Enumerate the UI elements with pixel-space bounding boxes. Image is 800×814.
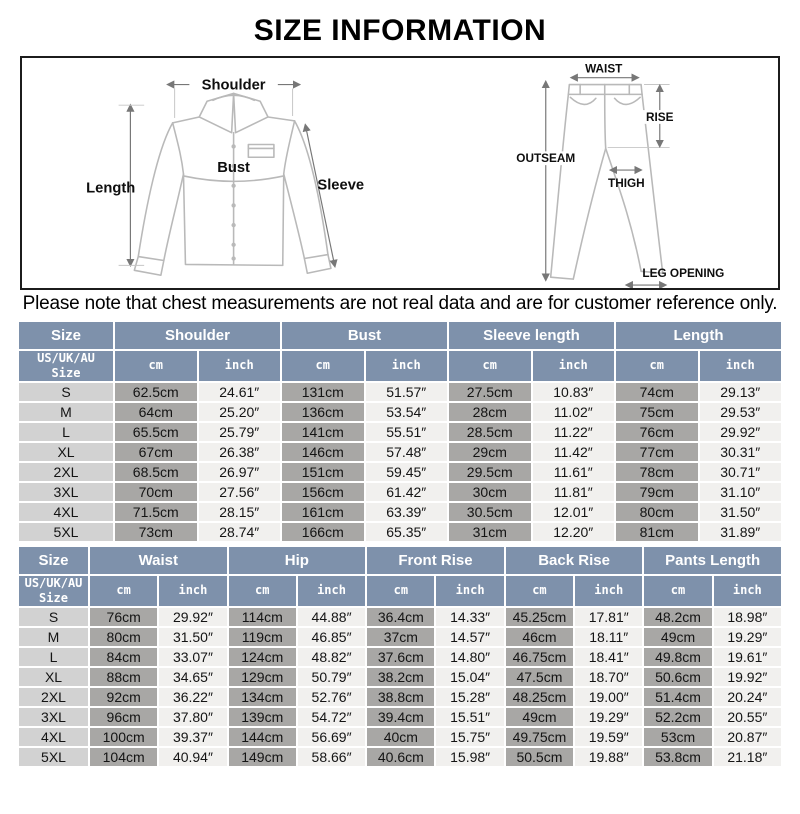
table-row: [19, 628, 781, 646]
cm-value-cell: 80cm: [90, 628, 157, 646]
size-cell: XL: [19, 443, 113, 461]
inch-value-cell: 31.50″: [159, 628, 226, 646]
inch-value-cell: 50.79″: [298, 668, 365, 686]
inch-value-cell: 31.10″: [700, 483, 782, 501]
cm-value-cell: 49.8cm: [644, 648, 711, 666]
size-cell: 4XL: [19, 728, 88, 746]
region-size-subheader: US/UK/AU Size: [19, 351, 113, 381]
inch-value-cell: 14.80″: [436, 648, 503, 666]
cm-value-cell: 100cm: [90, 728, 157, 746]
size-cell: 5XL: [19, 748, 88, 766]
cm-value-cell: 79cm: [616, 483, 698, 501]
inch-value-cell: 29.13″: [700, 383, 782, 401]
inch-value-cell: 11.81″: [533, 483, 615, 501]
size-cell: M: [19, 403, 113, 421]
cm-value-cell: 141cm: [282, 423, 364, 441]
cm-value-cell: 134cm: [229, 688, 296, 706]
cm-value-cell: 88cm: [90, 668, 157, 686]
cm-value-cell: 52.2cm: [644, 708, 711, 726]
cm-value-cell: 38.2cm: [367, 668, 434, 686]
inch-value-cell: 19.00″: [575, 688, 642, 706]
cm-value-cell: 62.5cm: [115, 383, 197, 401]
inch-value-cell: 19.88″: [575, 748, 642, 766]
cm-value-cell: 76cm: [616, 423, 698, 441]
inch-value-cell: 28.15″: [199, 503, 281, 521]
unit-header-cm: cm: [616, 351, 698, 381]
inch-value-cell: 21.18″: [714, 748, 781, 766]
inch-value-cell: 33.07″: [159, 648, 226, 666]
cm-value-cell: 136cm: [282, 403, 364, 421]
shirt-outline-drawing: [134, 93, 331, 275]
cm-value-cell: 161cm: [282, 503, 364, 521]
cm-value-cell: 36.4cm: [367, 608, 434, 626]
column-group-header: Front Rise: [367, 547, 504, 574]
inch-value-cell: 51.57″: [366, 383, 448, 401]
unit-header-cm: cm: [367, 576, 434, 606]
size-column-header: Size: [19, 322, 113, 349]
inch-value-cell: 37.80″: [159, 708, 226, 726]
cm-value-cell: 75cm: [616, 403, 698, 421]
cm-value-cell: 76cm: [90, 608, 157, 626]
cm-value-cell: 144cm: [229, 728, 296, 746]
bust-dimension-label: Bust: [217, 160, 250, 177]
rise-dimension-label: RISE: [646, 110, 674, 124]
inch-value-cell: 18.41″: [575, 648, 642, 666]
unit-header-cm: cm: [644, 576, 711, 606]
inch-value-cell: 30.31″: [700, 443, 782, 461]
cm-value-cell: 49cm: [506, 708, 573, 726]
cm-value-cell: 49cm: [644, 628, 711, 646]
inch-value-cell: 19.61″: [714, 648, 781, 666]
table-row: [19, 748, 781, 766]
size-cell: 3XL: [19, 483, 113, 501]
cm-value-cell: 81cm: [616, 523, 698, 541]
size-cell: 5XL: [19, 523, 113, 541]
cm-value-cell: 48.25cm: [506, 688, 573, 706]
column-group-header: Waist: [90, 547, 227, 574]
cm-value-cell: 84cm: [90, 648, 157, 666]
leg-opening-dimension-label: LEG OPENING: [642, 267, 725, 281]
inch-value-cell: 17.81″: [575, 608, 642, 626]
inch-value-cell: 61.42″: [366, 483, 448, 501]
cm-value-cell: 28.5cm: [449, 423, 531, 441]
inch-value-cell: 15.28″: [436, 688, 503, 706]
unit-header-inch: inch: [159, 576, 226, 606]
cm-value-cell: 146cm: [282, 443, 364, 461]
table-row: [19, 423, 781, 441]
unit-header-inch: inch: [436, 576, 503, 606]
inch-value-cell: 25.20″: [199, 403, 281, 421]
table-row: [19, 608, 781, 626]
column-group-header: Back Rise: [506, 547, 643, 574]
inch-value-cell: 53.54″: [366, 403, 448, 421]
column-group-header: Sleeve length: [449, 322, 614, 349]
cm-value-cell: 65.5cm: [115, 423, 197, 441]
column-group-header: Length: [616, 322, 781, 349]
cm-value-cell: 40.6cm: [367, 748, 434, 766]
size-cell: S: [19, 608, 88, 626]
inch-value-cell: 63.39″: [366, 503, 448, 521]
table-row: [19, 728, 781, 746]
cm-value-cell: 37cm: [367, 628, 434, 646]
inch-value-cell: 15.75″: [436, 728, 503, 746]
inch-value-cell: 14.33″: [436, 608, 503, 626]
inch-value-cell: 27.56″: [199, 483, 281, 501]
cm-value-cell: 30.5cm: [449, 503, 531, 521]
size-cell: 2XL: [19, 688, 88, 706]
inch-value-cell: 36.22″: [159, 688, 226, 706]
inch-value-cell: 31.50″: [700, 503, 782, 521]
bottoms-size-table: [17, 545, 783, 768]
inch-value-cell: 11.61″: [533, 463, 615, 481]
inch-value-cell: 12.01″: [533, 503, 615, 521]
measurement-diagram-panel: [20, 56, 780, 290]
inch-value-cell: 52.76″: [298, 688, 365, 706]
cm-value-cell: 27.5cm: [449, 383, 531, 401]
cm-value-cell: 53.8cm: [644, 748, 711, 766]
table-row: [19, 648, 781, 666]
inch-value-cell: 40.94″: [159, 748, 226, 766]
cm-value-cell: 78cm: [616, 463, 698, 481]
size-column-header: Size: [19, 547, 88, 574]
unit-header-inch: inch: [366, 351, 448, 381]
shoulder-dimension-label: Shoulder: [201, 77, 266, 94]
unit-header-cm: cm: [115, 351, 197, 381]
inch-value-cell: 34.65″: [159, 668, 226, 686]
inch-value-cell: 57.48″: [366, 443, 448, 461]
cm-value-cell: 31cm: [449, 523, 531, 541]
outseam-dimension-label: OUTSEAM: [516, 152, 576, 166]
unit-header-inch: inch: [700, 351, 782, 381]
table-row: [19, 668, 781, 686]
shirt-measurement-diagram: [22, 58, 400, 288]
size-cell: 2XL: [19, 463, 113, 481]
pants-measurement-diagram: [400, 58, 778, 288]
inch-value-cell: 54.72″: [298, 708, 365, 726]
inch-value-cell: 31.89″: [700, 523, 782, 541]
column-group-header: Bust: [282, 322, 447, 349]
cm-value-cell: 71.5cm: [115, 503, 197, 521]
inch-value-cell: 18.11″: [575, 628, 642, 646]
tops-size-table: [17, 320, 783, 543]
table-row: [19, 523, 781, 541]
cm-value-cell: 50.6cm: [644, 668, 711, 686]
unit-header-cm: cm: [449, 351, 531, 381]
table-row: [19, 463, 781, 481]
column-group-header: Hip: [229, 547, 366, 574]
reference-note: Please note that chest measurements are not real data and are for customer reference only.: [22, 293, 778, 314]
size-cell: 4XL: [19, 503, 113, 521]
unit-header-cm: cm: [282, 351, 364, 381]
inch-value-cell: 25.79″: [199, 423, 281, 441]
cm-value-cell: 51.4cm: [644, 688, 711, 706]
page-title: SIZE INFORMATION: [253, 14, 547, 47]
cm-value-cell: 166cm: [282, 523, 364, 541]
inch-value-cell: 20.24″: [714, 688, 781, 706]
inch-value-cell: 46.85″: [298, 628, 365, 646]
cm-value-cell: 149cm: [229, 748, 296, 766]
cm-value-cell: 92cm: [90, 688, 157, 706]
length-dimension-label: Length: [86, 180, 136, 197]
cm-value-cell: 151cm: [282, 463, 364, 481]
table-row: [19, 403, 781, 421]
cm-value-cell: 53cm: [644, 728, 711, 746]
cm-value-cell: 28cm: [449, 403, 531, 421]
cm-value-cell: 46.75cm: [506, 648, 573, 666]
table-row: [19, 503, 781, 521]
table-row: [19, 483, 781, 501]
unit-header-cm: cm: [90, 576, 157, 606]
cm-value-cell: 96cm: [90, 708, 157, 726]
inch-value-cell: 24.61″: [199, 383, 281, 401]
inch-value-cell: 19.29″: [714, 628, 781, 646]
inch-value-cell: 65.35″: [366, 523, 448, 541]
inch-value-cell: 28.74″: [199, 523, 281, 541]
inch-value-cell: 39.37″: [159, 728, 226, 746]
inch-value-cell: 26.38″: [199, 443, 281, 461]
cm-value-cell: 131cm: [282, 383, 364, 401]
size-cell: 3XL: [19, 708, 88, 726]
cm-value-cell: 114cm: [229, 608, 296, 626]
size-cell: L: [19, 423, 113, 441]
inch-value-cell: 56.69″: [298, 728, 365, 746]
unit-header-cm: cm: [506, 576, 573, 606]
table-row: [19, 708, 781, 726]
inch-value-cell: 11.42″: [533, 443, 615, 461]
cm-value-cell: 50.5cm: [506, 748, 573, 766]
cm-value-cell: 38.8cm: [367, 688, 434, 706]
unit-header-inch: inch: [575, 576, 642, 606]
cm-value-cell: 68.5cm: [115, 463, 197, 481]
cm-value-cell: 29.5cm: [449, 463, 531, 481]
cm-value-cell: 39.4cm: [367, 708, 434, 726]
inch-value-cell: 48.82″: [298, 648, 365, 666]
cm-value-cell: 49.75cm: [506, 728, 573, 746]
inch-value-cell: 29.92″: [700, 423, 782, 441]
inch-value-cell: 59.45″: [366, 463, 448, 481]
cm-value-cell: 40cm: [367, 728, 434, 746]
region-size-subheader: US/UK/AU Size: [19, 576, 88, 606]
cm-value-cell: 46cm: [506, 628, 573, 646]
inch-value-cell: 20.87″: [714, 728, 781, 746]
inch-value-cell: 55.51″: [366, 423, 448, 441]
inch-value-cell: 58.66″: [298, 748, 365, 766]
size-cell: L: [19, 648, 88, 666]
cm-value-cell: 156cm: [282, 483, 364, 501]
cm-value-cell: 129cm: [229, 668, 296, 686]
inch-value-cell: 11.02″: [533, 403, 615, 421]
unit-header-inch: inch: [714, 576, 781, 606]
cm-value-cell: 30cm: [449, 483, 531, 501]
inch-value-cell: 19.59″: [575, 728, 642, 746]
inch-value-cell: 19.92″: [714, 668, 781, 686]
inch-value-cell: 19.29″: [575, 708, 642, 726]
size-tables-container: [17, 320, 783, 768]
inch-value-cell: 26.97″: [199, 463, 281, 481]
thigh-dimension-label: THIGH: [608, 176, 645, 190]
table-row: [19, 383, 781, 401]
inch-value-cell: 30.71″: [700, 463, 782, 481]
cm-value-cell: 29cm: [449, 443, 531, 461]
cm-value-cell: 124cm: [229, 648, 296, 666]
table-row: [19, 443, 781, 461]
inch-value-cell: 29.53″: [700, 403, 782, 421]
unit-header-inch: inch: [298, 576, 365, 606]
cm-value-cell: 48.2cm: [644, 608, 711, 626]
unit-header-inch: inch: [533, 351, 615, 381]
size-cell: M: [19, 628, 88, 646]
cm-value-cell: 64cm: [115, 403, 197, 421]
inch-value-cell: 44.88″: [298, 608, 365, 626]
cm-value-cell: 47.5cm: [506, 668, 573, 686]
cm-value-cell: 139cm: [229, 708, 296, 726]
table-row: [19, 688, 781, 706]
cm-value-cell: 70cm: [115, 483, 197, 501]
cm-value-cell: 77cm: [616, 443, 698, 461]
unit-header-cm: cm: [229, 576, 296, 606]
inch-value-cell: 20.55″: [714, 708, 781, 726]
unit-header-inch: inch: [199, 351, 281, 381]
size-cell: S: [19, 383, 113, 401]
cm-value-cell: 104cm: [90, 748, 157, 766]
column-group-header: Pants Length: [644, 547, 781, 574]
cm-value-cell: 73cm: [115, 523, 197, 541]
cm-value-cell: 74cm: [616, 383, 698, 401]
inch-value-cell: 15.98″: [436, 748, 503, 766]
inch-value-cell: 10.83″: [533, 383, 615, 401]
inch-value-cell: 14.57″: [436, 628, 503, 646]
cm-value-cell: 119cm: [229, 628, 296, 646]
inch-value-cell: 18.70″: [575, 668, 642, 686]
inch-value-cell: 18.98″: [714, 608, 781, 626]
inch-value-cell: 15.51″: [436, 708, 503, 726]
column-group-header: Shoulder: [115, 322, 280, 349]
cm-value-cell: 67cm: [115, 443, 197, 461]
cm-value-cell: 45.25cm: [506, 608, 573, 626]
sleeve-dimension-label: Sleeve: [317, 177, 365, 194]
inch-value-cell: 15.04″: [436, 668, 503, 686]
cm-value-cell: 80cm: [616, 503, 698, 521]
inch-value-cell: 29.92″: [159, 608, 226, 626]
inch-value-cell: 11.22″: [533, 423, 615, 441]
cm-value-cell: 37.6cm: [367, 648, 434, 666]
size-cell: XL: [19, 668, 88, 686]
waist-dimension-label: WAIST: [585, 62, 623, 76]
inch-value-cell: 12.20″: [533, 523, 615, 541]
